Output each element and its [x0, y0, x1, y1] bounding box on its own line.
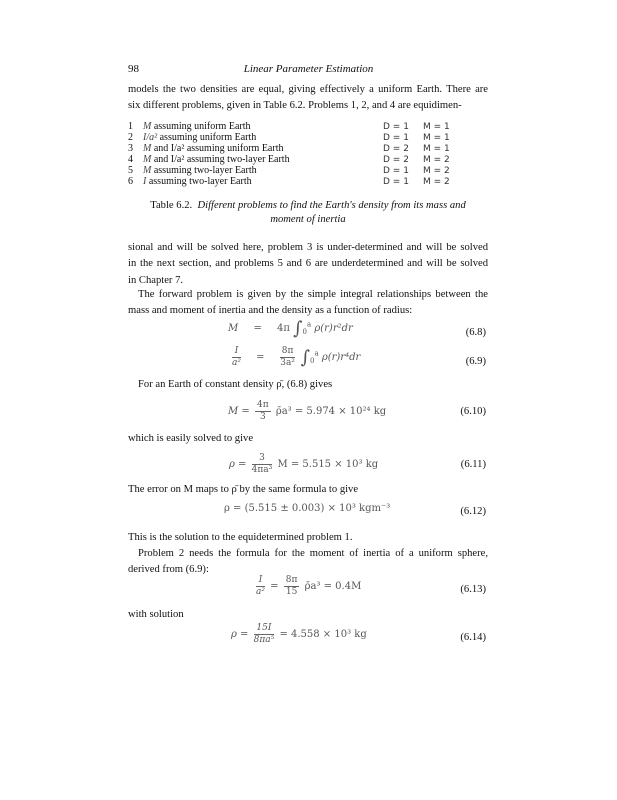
eq-denominator: 8πa⁵ [253, 635, 275, 645]
eq-lower-limit: 0 [302, 328, 307, 336]
equation-6-14 [231, 623, 451, 653]
eq-denominator: 4πa³ [251, 465, 273, 475]
model-dimension: M = 2 [423, 155, 450, 165]
eq-rhs: ρ̄a³ = 0.4M [304, 581, 362, 592]
equation-label: (6.14) [460, 632, 486, 643]
paragraph-problem-types [128, 240, 488, 289]
eq-denominator: 3 [259, 412, 266, 422]
text-line: which is easily solved to give [128, 433, 254, 444]
description-text: and I/a² assuming uniform Earth [151, 143, 284, 154]
row-number: 3 [128, 143, 133, 154]
row-number: 2 [128, 132, 133, 143]
paragraph-with-solution [128, 607, 488, 623]
text-line: sional and will be solved here, problem 3 is under-determined and will be solved [128, 242, 488, 253]
model-dimension: M = 1 [423, 144, 450, 154]
data-dimension: D = 1 [383, 166, 409, 176]
eq-coefficient: 4π [277, 323, 290, 334]
description-text: assuming two-layer Earth [151, 165, 257, 176]
caption-prefix: Table 6.2. [150, 200, 193, 211]
description-text: assuming two-layer Earth [146, 176, 252, 187]
data-dimension: D = 1 [383, 133, 409, 143]
description-text: assuming uniform Earth [151, 121, 251, 132]
caption-text: moment of inertia [270, 214, 346, 225]
eq-relation: = [256, 352, 265, 363]
equation-label: (6.13) [460, 584, 486, 595]
equation-label: (6.10) [460, 406, 486, 417]
eq-numerator: I [232, 346, 241, 358]
text-line: mass and moment of inertia and the density as a function of radius: [128, 305, 413, 317]
eq-numerator: 3 [252, 453, 273, 465]
running-title: Linear Parameter Estimation [243, 63, 374, 75]
running-head [0, 63, 617, 77]
eq-denominator: 3a² [280, 358, 295, 368]
eq-lower-limit: 0 [309, 357, 315, 365]
eq-relation: = [270, 581, 279, 592]
eq-fraction [232, 346, 241, 369]
equation-6-10 [228, 400, 448, 430]
paragraph-constant-density [128, 377, 488, 393]
model-dimension: M = 2 [423, 166, 450, 176]
text-line: This is the solution to the equidetermined problem 1. [128, 532, 353, 543]
text-line: For an Earth of constant density ρ̄, (6.8) gives [138, 379, 333, 390]
text-line: Problem 2 needs the formula for the moment of inertia of a uniform sphere, [138, 548, 488, 559]
row-number: 1 [128, 121, 133, 132]
eq-rhs: ρ̄a³ = 5.974 × 10²⁴ kg [275, 406, 387, 417]
equation-6-8 [228, 318, 448, 348]
paragraph-solution [128, 530, 488, 546]
model-dimension: M = 1 [423, 133, 450, 143]
data-label: M [143, 154, 152, 165]
eq-fraction [256, 575, 265, 598]
paragraph-intro [128, 82, 488, 115]
row-number: 5 [128, 165, 133, 176]
eq-numerator: 8π [281, 346, 294, 356]
eq-fraction [252, 453, 273, 476]
text-line: derived from (6.9): [128, 564, 209, 576]
text-line: in Chapter 7. [128, 274, 184, 286]
text-line: The forward problem is given by the simple integral relationships between the [138, 289, 488, 300]
integral-icon: ∫ [293, 318, 303, 339]
data-dimension: D = 2 [383, 144, 409, 154]
model-dimension: M = 1 [423, 122, 450, 132]
page-number: 98 [128, 63, 139, 75]
text-line: in the next section, and problems 5 and 6 are underdetermined and will be solved [128, 258, 488, 270]
row-number: 6 [128, 176, 133, 187]
eq-integrand: ρ(r)r²dr [314, 323, 353, 334]
data-label: I/a² [143, 132, 158, 143]
eq-fraction [255, 400, 271, 423]
data-label: M [143, 121, 152, 132]
model-dimension: M = 2 [423, 177, 450, 187]
eq-upper-limit: a [314, 349, 319, 358]
data-label: M [143, 165, 152, 176]
eq-rhs: M = 5.515 × 10³ kg [277, 459, 379, 470]
eq-integrand: ρ(r)r⁴dr [321, 352, 361, 363]
paragraph-forward-problem [128, 287, 488, 320]
eq-lhs: ρ = [231, 629, 249, 640]
row-number: 4 [128, 154, 133, 165]
data-dimension: D = 1 [383, 177, 409, 187]
equation-6-12 [224, 503, 444, 533]
eq-fraction [284, 575, 300, 598]
eq-rhs: = 4.558 × 10³ kg [279, 629, 367, 640]
equation-label: (6.12) [460, 506, 486, 517]
text-line: The error on M maps to ρ̄ by the same formula to give [128, 484, 359, 495]
caption-line [128, 199, 488, 213]
eq-relation: = [253, 323, 262, 334]
eq-denominator: 15 [285, 587, 298, 597]
eq-fraction [254, 623, 275, 646]
text-line: with solution [128, 609, 184, 620]
eq-denominator: a² [232, 358, 241, 368]
eq-numerator: 8π [285, 575, 298, 585]
data-dimension: D = 1 [383, 122, 409, 132]
eq-lhs: M = [228, 406, 250, 417]
eq-denominator: a² [256, 587, 265, 597]
paragraph-problem-2 [128, 546, 488, 579]
description-text: and I/a² assuming two-layer Earth [151, 154, 290, 165]
eq-expression: ρ = (5.515 ± 0.003) × 10³ kgm⁻³ [224, 503, 391, 514]
paragraph-solved [128, 431, 488, 447]
text-line: six different problems, given in Table 6.2. Problems 1, 2, and 4 are equidimen- [128, 100, 462, 112]
eq-lhs: M [228, 323, 239, 334]
data-label: I [143, 176, 147, 187]
text-line: models the two densities are equal, giving effectively a uniform Earth. There are [128, 84, 488, 95]
table-row [128, 176, 468, 188]
eq-fraction [280, 346, 296, 369]
eq-lhs: ρ = [229, 459, 247, 470]
equation-label: (6.9) [465, 356, 486, 367]
integral-icon: ∫ [300, 347, 310, 368]
caption-text: Different problems to find the Earth's density from its mass and [197, 200, 466, 211]
eq-numerator: 15I [254, 623, 275, 635]
eq-numerator: 4π [256, 400, 269, 410]
equation-label: (6.8) [465, 327, 486, 338]
table-caption [128, 199, 488, 227]
row-description [143, 176, 252, 188]
paragraph-error [128, 482, 488, 498]
equation-label: (6.11) [460, 459, 486, 470]
data-label: M [143, 143, 152, 154]
equation-6-9 [230, 346, 450, 376]
eq-upper-limit: a [307, 320, 312, 329]
description-text: assuming uniform Earth [157, 132, 257, 143]
equation-6-11 [229, 453, 449, 483]
data-dimension: D = 2 [383, 155, 409, 165]
eq-numerator: I [256, 575, 265, 587]
